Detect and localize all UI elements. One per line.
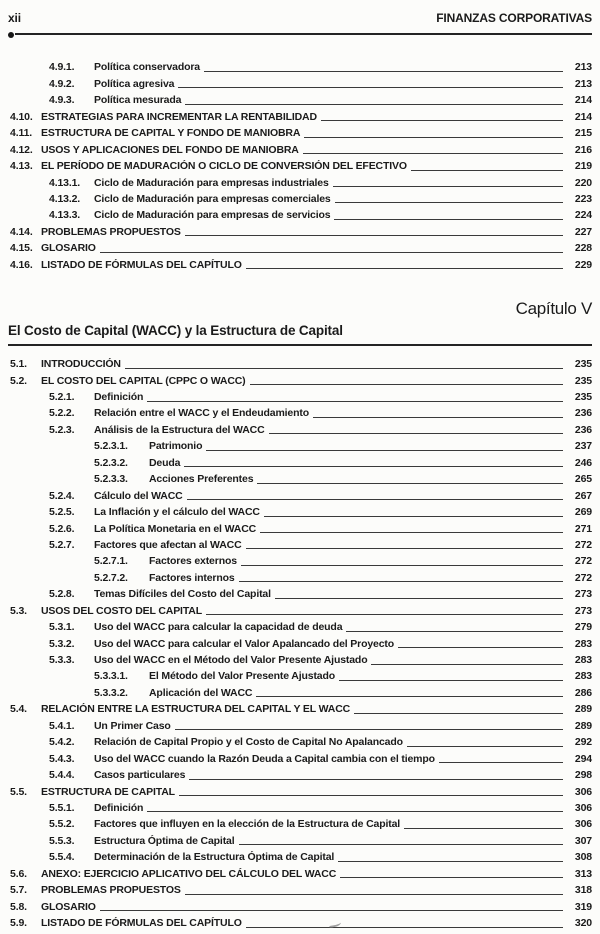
toc-entry: [8, 733, 592, 749]
toc-entry: [8, 881, 592, 897]
toc-entry-page: 224: [574, 209, 592, 222]
toc-entry-label: Temas Difíciles del Costo del Capital: [94, 588, 271, 601]
toc-entry-page: 214: [574, 110, 592, 123]
toc-entry-page: 306: [574, 818, 592, 831]
toc-leader-line: [246, 268, 563, 269]
bullet-dot-icon: [8, 32, 14, 38]
toc-entry: [8, 634, 592, 650]
toc-entry-number: 5.2.3.3.: [94, 473, 128, 486]
toc-entry-page: 283: [574, 637, 592, 650]
toc-leader-line: [185, 104, 563, 105]
toc-entry-label: Deuda: [149, 456, 181, 469]
toc-entry-label: Uso del WACC para calcular la capacidad de deuda: [94, 621, 343, 634]
toc-entry-number: 5.3.: [10, 604, 27, 617]
toc-entry-label: Relación de Capital Propio y el Costo de Capital No Apalancado: [94, 736, 403, 749]
toc-entry: [8, 222, 592, 238]
toc-entry: [8, 388, 592, 404]
toc-leader-line: [239, 581, 563, 582]
toc-entry-number: 4.9.2.: [49, 77, 75, 90]
toc-entry-label: Factores internos: [149, 571, 235, 584]
toc-leader-line: [147, 401, 563, 402]
toc-entry-label: Definición: [94, 801, 144, 814]
toc-list-chapter-5: [8, 355, 592, 930]
toc-entry-page: 265: [574, 473, 592, 486]
running-title: FINANZAS CORPORATIVAS: [436, 11, 592, 25]
toc-entry-number: 4.13.: [10, 160, 33, 173]
toc-entry-label: ESTRUCTURA DE CAPITAL: [41, 785, 175, 798]
toc-entry-number: 5.2.7.2.: [94, 571, 128, 584]
toc-entry: [8, 420, 592, 436]
toc-entry-label: EL COSTO DEL CAPITAL (CPPC O WACC): [41, 374, 246, 387]
toc-entry: [8, 91, 592, 107]
toc-entry-page: 286: [574, 686, 592, 699]
toc-entry: [8, 766, 592, 782]
toc-entry: [8, 157, 592, 173]
toc-entry-label: Factores que influyen en la elección de la Estructura de Capital: [94, 818, 401, 831]
toc-leader-line: [250, 384, 563, 385]
toc-leader-line: [404, 828, 563, 829]
toc-entry: [8, 864, 592, 880]
toc-entry-label: Aplicación del WACC: [149, 686, 253, 699]
toc-entry-page: 220: [574, 176, 592, 189]
toc-entry-page: 213: [574, 77, 592, 90]
toc-entry-number: 5.5.: [10, 785, 27, 798]
toc-leader-line: [304, 137, 563, 138]
toc-leader-line: [206, 450, 563, 451]
toc-entry-page: 307: [574, 834, 592, 847]
toc-entry-label: Casos particulares: [94, 769, 186, 782]
toc-leader-line: [185, 235, 563, 236]
toc-entry: [8, 914, 592, 930]
toc-entry-page: 292: [574, 736, 592, 749]
toc-entry: [8, 453, 592, 469]
toc-entry-number: 4.13.1.: [49, 176, 81, 189]
toc-leader-line: [346, 631, 563, 632]
toc-entry-label: Determinación de la Estructura Óptima de Capital: [94, 851, 335, 864]
toc-leader-line: [303, 153, 563, 154]
toc-entry-number: 4.9.1.: [49, 61, 75, 74]
toc-entry-page: 223: [574, 192, 592, 205]
page-folio: xii: [8, 11, 21, 25]
toc-leader-line: [246, 548, 563, 549]
toc-entry: [8, 74, 592, 90]
toc-leader-line: [246, 927, 563, 928]
toc-leader-line: [269, 433, 563, 434]
toc-leader-line: [371, 664, 563, 665]
toc-entry-number: 5.2.1.: [49, 391, 75, 403]
toc-entry: [8, 799, 592, 815]
toc-entry-label: Estructura Óptima de Capital: [94, 834, 235, 847]
toc-entry-page: 216: [574, 143, 592, 156]
toc-leader-line: [398, 647, 563, 648]
toc-leader-line: [256, 696, 563, 697]
chapter-kicker: Capítulo V: [515, 298, 592, 318]
toc-entry-page: 318: [574, 884, 592, 897]
toc-entry-page: 320: [574, 917, 592, 929]
toc-entry: [8, 536, 592, 552]
header-rule: [8, 29, 592, 38]
toc-leader-line: [206, 614, 563, 615]
toc-leader-line: [178, 87, 563, 88]
toc-entry-number: 5.5.1.: [49, 801, 75, 814]
toc-entry-number: 5.1.: [10, 358, 27, 371]
toc-entry-page: 246: [574, 456, 592, 469]
toc-entry-number: 4.13.3.: [49, 209, 81, 222]
toc-entry: [8, 716, 592, 732]
toc-entry-label: Acciones Preferentes: [149, 473, 254, 486]
toc-entry-page: 289: [574, 719, 592, 732]
toc-entry-number: 4.16.: [10, 258, 33, 271]
toc-entry-number: 5.5.2.: [49, 818, 75, 831]
toc-entry-label: USOS Y APLICACIONES DEL FONDO DE MANIOBRA: [41, 143, 299, 156]
toc-entry-page: 235: [574, 358, 592, 371]
toc-entry-number: 4.15.: [10, 242, 33, 255]
toc-entry-label: USOS DEL COSTO DEL CAPITAL: [41, 604, 203, 617]
toc-entry-page: 215: [574, 127, 592, 140]
toc-entry-number: 5.5.4.: [49, 851, 75, 864]
toc-leader-line: [179, 795, 563, 796]
toc-entry-number: 5.2.5.: [49, 506, 75, 519]
toc-entry-page: 306: [574, 785, 592, 798]
toc-entry-page: 213: [574, 61, 592, 74]
toc-entry: [8, 107, 592, 123]
toc-entry: [8, 371, 592, 387]
toc-leader-line: [333, 186, 563, 187]
toc-entry-page: 269: [574, 506, 592, 519]
toc-entry-number: 5.8.: [10, 900, 27, 913]
toc-entry: [8, 848, 592, 864]
toc-leader-line: [354, 713, 563, 714]
toc-entry-page: 319: [574, 900, 592, 913]
toc-entry: [8, 140, 592, 156]
toc-entry: [8, 239, 592, 255]
toc-entry-number: 5.3.3.1.: [94, 670, 128, 683]
toc-entry: [8, 782, 592, 798]
toc-entry-label: La Política Monetaria en el WACC: [94, 522, 257, 535]
toc-entry-page: 228: [574, 242, 592, 255]
toc-entry-number: 5.2.3.: [49, 423, 75, 436]
toc-entry-number: 4.13.2.: [49, 192, 81, 205]
toc-entry-label: Relación entre el WACC y el Endeudamiento: [94, 407, 309, 420]
toc-entry-label: Análisis de la Estructura del WACC: [94, 423, 265, 436]
toc-entry-number: 5.4.: [10, 703, 27, 716]
toc-leader-line: [338, 861, 563, 862]
toc-entry-number: 5.2.2.: [49, 407, 75, 420]
toc-entry-label: INTRODUCCIÓN: [41, 358, 121, 371]
toc-entry-page: 279: [574, 621, 592, 634]
toc-entry-number: 5.5.3.: [49, 834, 75, 847]
toc-entry: [8, 815, 592, 831]
toc-entry-number: 5.4.1.: [49, 719, 75, 732]
toc-entry-label: Un Primer Caso: [94, 719, 171, 732]
toc-entry-number: 5.2.3.2.: [94, 456, 128, 469]
toc-entry: [8, 437, 592, 453]
toc-entry-page: 272: [574, 538, 592, 551]
toc-entry: [8, 124, 592, 140]
toc-entry-number: 5.2.3.1.: [94, 440, 128, 453]
toc-entry: [8, 897, 592, 913]
toc-entry: [8, 206, 592, 222]
toc-entry-label: LISTADO DE FÓRMULAS DEL CAPÍTULO: [41, 258, 242, 271]
toc-entry: [8, 585, 592, 601]
chapter-title: El Costo de Capital (WACC) y la Estructura de Capital: [8, 322, 592, 346]
toc-leader-line: [275, 598, 563, 599]
toc-entry-number: 5.4.3.: [49, 752, 75, 765]
toc-entry-page: 289: [574, 703, 592, 716]
toc-entry: [8, 470, 592, 486]
toc-leader-line: [175, 729, 563, 730]
toc-entry-label: La Inflación y el cálculo del WACC: [94, 506, 260, 519]
toc-entry: [8, 831, 592, 847]
toc-entry-page: 235: [574, 391, 592, 403]
toc-leader-line: [321, 120, 563, 121]
toc-entry-label: Cálculo del WACC: [94, 489, 183, 502]
running-header: [8, 0, 592, 26]
toc-entry-page: 273: [574, 604, 592, 617]
toc-entry-number: 5.2.: [10, 374, 27, 387]
toc-entry-page: 272: [574, 555, 592, 568]
toc-entry: [8, 749, 592, 765]
toc-entry: [8, 190, 592, 206]
toc-entry-number: 4.14.: [10, 225, 33, 238]
toc-entry-label: GLOSARIO: [41, 900, 96, 913]
toc-entry-page: 298: [574, 769, 592, 782]
toc-entry: [8, 58, 592, 74]
toc-entry: [8, 700, 592, 716]
toc-leader-line: [313, 417, 563, 418]
toc-entry-label: Uso del WACC en el Método del Valor Presente Ajustado: [94, 654, 368, 666]
toc-entry-page: 271: [574, 522, 592, 535]
toc-entry-label: Política agresiva: [94, 77, 175, 90]
toc-entry-label: ESTRUCTURA DE CAPITAL Y FONDO DE MANIOBRA: [41, 127, 301, 140]
toc-leader-line: [439, 762, 563, 763]
toc-entry: [8, 552, 592, 568]
toc-entry-number: 5.2.4.: [49, 489, 75, 502]
toc-entry: [8, 683, 592, 699]
toc-entry-number: 5.2.7.1.: [94, 555, 128, 568]
chapter-heading: [8, 298, 592, 346]
toc-entry-label: Definición: [94, 391, 144, 403]
toc-entry-page: 214: [574, 94, 592, 107]
toc-entry-label: El Método del Valor Presente Ajustado: [149, 670, 336, 683]
toc-entry: [8, 173, 592, 189]
toc-entry-number: 5.4.2.: [49, 736, 75, 749]
toc-entry-label: Uso del WACC cuando la Razón Deuda a Capital cambia con el tiempo: [94, 752, 435, 765]
toc-entry-number: 5.2.7.: [49, 538, 75, 551]
toc-entry-page: 219: [574, 160, 592, 173]
toc-entry-number: 5.9.: [10, 917, 27, 929]
toc-entry-page: 236: [574, 407, 592, 420]
toc-entry: [8, 503, 592, 519]
toc-entry-page: 235: [574, 374, 592, 387]
toc-entry-page: 308: [574, 851, 592, 864]
toc-entry-label: GLOSARIO: [41, 242, 96, 255]
toc-leader-line: [189, 779, 563, 780]
toc-entry-page: 237: [574, 440, 592, 453]
toc-entry-label: Factores externos: [149, 555, 237, 568]
toc-entry: [8, 519, 592, 535]
toc-entry-page: 227: [574, 225, 592, 238]
toc-entry-label: RELACIÓN ENTRE LA ESTRUCTURA DEL CAPITAL Y EL WACC: [41, 703, 351, 716]
toc-leader-line: [100, 910, 563, 911]
toc-leader-line: [241, 565, 563, 566]
toc-entry-page: 273: [574, 588, 592, 601]
toc-leader-line: [239, 844, 564, 845]
toc-entry-label: LISTADO DE FÓRMULAS DEL CAPÍTULO: [41, 917, 242, 929]
toc-entry: [8, 355, 592, 371]
header-rule-line: [15, 33, 592, 35]
toc-leader-line: [184, 466, 563, 467]
toc-entry: [8, 486, 592, 502]
toc-entry-number: 4.12.: [10, 143, 33, 156]
toc-entry-page: 267: [574, 489, 592, 502]
toc-entry: [8, 667, 592, 683]
toc-entry-number: 5.2.8.: [49, 588, 75, 601]
toc-entry-number: 5.2.6.: [49, 522, 75, 535]
toc-entry-label: Ciclo de Maduración para empresas comerciales: [94, 192, 331, 205]
toc-entry-label: Política mesurada: [94, 94, 182, 107]
toc-entry-page: 313: [574, 867, 592, 880]
toc-entry: [8, 255, 592, 271]
toc-leader-line: [264, 516, 563, 517]
toc-entry-page: 283: [574, 670, 592, 683]
toc-entry: [8, 404, 592, 420]
toc-entry-label: Ciclo de Maduración para empresas de servicios: [94, 209, 331, 222]
toc-leader-line: [125, 368, 563, 369]
toc-entry-number: 4.9.3.: [49, 94, 75, 107]
toc-leader-line: [187, 499, 563, 500]
toc-entry-label: Patrimonio: [149, 440, 203, 453]
toc-entry-page: 236: [574, 423, 592, 436]
toc-leader-line: [185, 894, 563, 895]
toc-entry-number: 5.3.2.: [49, 637, 75, 650]
toc-entry-page: 272: [574, 571, 592, 584]
toc-entry-number: 5.3.1.: [49, 621, 75, 634]
toc-entry-number: 5.3.3.: [49, 654, 75, 666]
toc-leader-line: [339, 680, 563, 681]
toc-entry: [8, 601, 592, 617]
toc-leader-line: [147, 811, 563, 812]
toc-entry-label: EL PERÍODO DE MADURACIÓN O CICLO DE CONVERSIÓN DEL EFECTIVO: [41, 160, 407, 173]
toc-entry-label: Política conservadora: [94, 61, 200, 74]
toc-entry-number: 4.11.: [10, 127, 33, 140]
toc-entry-number: 5.7.: [10, 884, 27, 897]
toc-leader-line: [340, 877, 563, 878]
toc-entry-page: 294: [574, 752, 592, 765]
toc-leader-line: [100, 252, 563, 253]
toc-leader-line: [407, 746, 563, 747]
toc-leader-line: [335, 202, 563, 203]
toc-entry-page: 283: [574, 654, 592, 666]
toc-leader-line: [204, 71, 563, 72]
toc-entry-number: 5.6.: [10, 867, 27, 880]
toc-entry-number: 5.4.4.: [49, 769, 75, 782]
toc-entry: [8, 568, 592, 584]
toc-entry-page: 306: [574, 801, 592, 814]
toc-entry: [8, 651, 592, 667]
toc-entry-page: 229: [574, 258, 592, 271]
toc-entry-label: Uso del WACC para calcular el Valor Apalancado del Proyecto: [94, 637, 395, 650]
toc-entry-label: ANEXO: EJERCICIO APLICATIVO DEL CÁLCULO DEL WACC: [41, 867, 337, 880]
toc-entry-label: Ciclo de Maduración para empresas industriales: [94, 176, 329, 189]
toc-entry-label: PROBLEMAS PROPUESTOS: [41, 225, 181, 238]
toc-entry-number: 5.3.3.2.: [94, 686, 128, 699]
toc-list-chapter-4: [8, 58, 592, 272]
toc-leader-line: [257, 483, 563, 484]
toc-leader-line: [411, 170, 563, 171]
toc-entry-label: ESTRATEGIAS PARA INCREMENTAR LA RENTABILIDAD: [41, 110, 317, 123]
toc-leader-line: [260, 532, 563, 533]
toc-entry-number: 4.10.: [10, 110, 33, 123]
toc-entry: [8, 618, 592, 634]
toc-entry-label: Factores que afectan al WACC: [94, 538, 242, 551]
toc-entry-label: PROBLEMAS PROPUESTOS: [41, 884, 181, 897]
toc-leader-line: [334, 219, 563, 220]
